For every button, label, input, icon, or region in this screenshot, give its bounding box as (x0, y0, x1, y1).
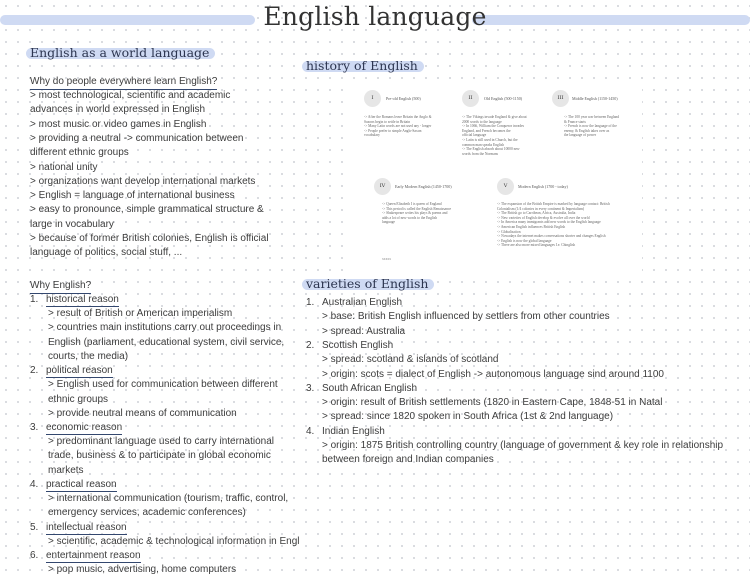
reason-title-row (30, 550, 141, 562)
period-note: official language (462, 133, 487, 138)
varieties-heading: varieties of English (306, 276, 428, 291)
world-line: > because of former British colonies, English is official (30, 233, 269, 244)
reason-title: intellectual reason (46, 521, 127, 533)
period-note: -> The 100 year war between England (564, 115, 620, 119)
reason-point: > result of British or American imperialism (48, 308, 233, 319)
reason-title-row (30, 294, 119, 306)
reason-title: economic reason (46, 422, 123, 434)
period-note: words from the Normans (462, 151, 499, 156)
period-note: -> New varieties of English develop & evolve all over the world (497, 215, 590, 220)
period-note: -> After the Romans leave Britain the Anglo & (364, 115, 432, 119)
reason-point: markets (48, 464, 84, 476)
variety-number: 2. (306, 339, 315, 351)
period-note: England, and French becomes the (462, 128, 511, 133)
reason-point: > predominant language used to carry international (48, 436, 274, 448)
variety-row (306, 340, 393, 352)
reason-point: emergency services, academic conferences) (48, 507, 246, 519)
period-note: -> The expansion of the British Empire is marked by language contact: British (497, 202, 610, 206)
variety-point: > spread: Australia (322, 325, 406, 337)
world-line: > easy to pronounce, simple grammatical structure & (30, 204, 264, 216)
reason-number: 5. (30, 521, 39, 533)
period-note: -> The Vikings invade England & give about (462, 115, 527, 119)
period-note: & France starts (564, 119, 586, 124)
period-note: -> Queen Elizabeth I is queen of England (382, 202, 442, 206)
reason-number: 1. (30, 294, 39, 305)
variety-number: 3. (306, 382, 315, 394)
period-1-label: Pre-old English (500) (386, 96, 421, 101)
variety-point: > spread: scotland & islands of scotland (322, 354, 499, 366)
period-note: vocabulary (364, 133, 380, 138)
page-title: English language (263, 2, 487, 31)
variety-name: Scottish English (322, 339, 394, 351)
period-5-label: Modern English (1700 - today) (518, 184, 568, 189)
period-note: -> There are also more mixed languages I.e. Chinglish (497, 243, 576, 248)
reason-number: 2. (30, 365, 39, 377)
reason-title: entertainment reason (46, 549, 141, 561)
world-line: different ethnic groups (30, 147, 129, 159)
period-note: Saxons begin to settle in Britain (364, 119, 411, 124)
reason-number: 3. (30, 422, 39, 434)
period-1-notes (364, 115, 432, 138)
reason-title: historical reason (46, 294, 119, 305)
world-line: > national unity (30, 161, 98, 173)
world-language-heading: English as a world language (30, 45, 209, 60)
variety-point: > base: British English influenced by settlers from other countries (322, 311, 610, 323)
why-question: Why English? (30, 280, 91, 294)
reason-title-row (30, 422, 122, 434)
world-line: large in vocabulary (30, 218, 114, 230)
period-note: the language of power (564, 133, 597, 138)
period-note: Colonialism (1/4 colonies in every continent & Imperialism) (497, 206, 585, 211)
reason-point: ethnic groups (48, 393, 109, 405)
variety-name: Australian English (322, 297, 403, 308)
reason-title: practical reason (46, 479, 117, 490)
variety-number: 4. (306, 425, 315, 437)
reason-point: courts, the media) (48, 350, 129, 362)
period-note: language (382, 220, 395, 225)
period-note: adds a lot of new words to the English (382, 215, 438, 220)
reason-number: 6. (30, 549, 39, 561)
variety-point: > origin: scots = dialect of English -> autonomous language sind around 1100 (322, 368, 664, 380)
variety-name: Indian English (322, 425, 385, 437)
period-note: -> This period is called the English Renaissance (382, 206, 452, 211)
variety-row (306, 383, 417, 395)
period-note: -> Nowadays the internet makes conversations shorter and changes English (497, 234, 606, 239)
history-heading: history of English (306, 58, 418, 73)
variety-point: > spread: since 1820 spoken in South Africa (1st & 2nd language) (322, 411, 614, 423)
reason-point: > English used for communication between different (48, 379, 278, 391)
variety-row (306, 297, 402, 309)
period-note: -> Shakespeare writes his plays & poems and (382, 211, 448, 216)
period-2-number: II (462, 90, 479, 107)
world-question: Why do people everywhere learn English? (30, 76, 217, 90)
variety-number: 1. (306, 297, 315, 308)
variety-name: South African English (322, 382, 418, 394)
period-note: -> Latin is still used in Church, but the (462, 137, 518, 142)
reason-title-row (30, 365, 113, 377)
reason-point: > international communication (tourism, traffic, control, (48, 493, 289, 504)
period-1-number: I (364, 90, 381, 107)
period-note: -> Many Latin words are not used any - longer (364, 124, 432, 129)
reason-number: 4. (30, 479, 39, 490)
period-note: -> American English influences British English (497, 224, 566, 229)
period-3-label: Middle English (1150-1450) (572, 96, 618, 101)
reason-title-row (30, 522, 127, 534)
period-note: enemy, & English takes over as (564, 128, 610, 133)
period-note: -> English is now the global language (497, 238, 552, 243)
period-4-label: Early Modern English (1450-1700) (395, 184, 452, 189)
world-line: language of politics, social stuff, ... (30, 247, 183, 259)
history-footnote: xxxxx (382, 257, 391, 261)
period-2-label: Old English (500-1150) (484, 96, 523, 101)
variety-row (306, 426, 385, 438)
reason-point: English (parliament, educational system, civil service, (48, 336, 285, 348)
period-3-notes (564, 115, 619, 138)
reason-title: political reason (46, 365, 113, 377)
world-line: > English = language of international business (30, 190, 235, 202)
period-3-number: III (552, 90, 569, 107)
period-note: -> The British go to Carribean, Africa, Australia, India (497, 211, 576, 216)
variety-point: > origin: 1875 British controlling country (language of government & key role in relationship (322, 440, 724, 451)
period-2-notes (462, 115, 527, 156)
period-note: -> People prefer to simple Anglo-Saxon (364, 128, 422, 133)
world-line: > most technological, scientific and academic (30, 90, 231, 101)
period-note: -> In 1066, William the Conqueror invades (462, 124, 524, 129)
reason-point: trade, business & to participate in global economic (48, 450, 271, 462)
period-note: -> In America many immigrants add new words to the English language (497, 220, 601, 225)
period-note: 2000 words to the language (462, 119, 502, 124)
variety-point: between foreign and Indian companies (322, 454, 494, 466)
period-note: -> Globalisation (497, 229, 521, 234)
period-5-notes (497, 202, 610, 248)
world-line: advances in world expressed in English (30, 104, 206, 116)
period-5-number: V (497, 178, 514, 195)
reason-title-row (30, 479, 117, 491)
world-line: > most music or video games in English (30, 118, 207, 130)
reason-point: > countries main institutions carry out proceedings in (48, 322, 282, 334)
reason-point: > scientific, academic & technological information in Engl (48, 535, 300, 547)
reason-point: > pop music, advertising, home computers (48, 563, 237, 575)
period-4-notes (382, 202, 451, 225)
period-note: -> French is now the language of the (564, 124, 617, 129)
period-4-number: IV (374, 178, 391, 195)
variety-point: > origin: result of British settlements (1820 in Eastern Cape, 1848-51 in Natal (322, 397, 663, 409)
world-line: > organizations want develop international markets (30, 175, 256, 187)
period-note: -> The English absorb about 10000 new (462, 147, 520, 152)
reason-point: > provide neutral means of communication (48, 407, 237, 419)
world-line: > providing a neutral -> communication between (30, 132, 244, 144)
period-note: common man speaks English (462, 142, 505, 147)
history-diagram (352, 85, 642, 275)
